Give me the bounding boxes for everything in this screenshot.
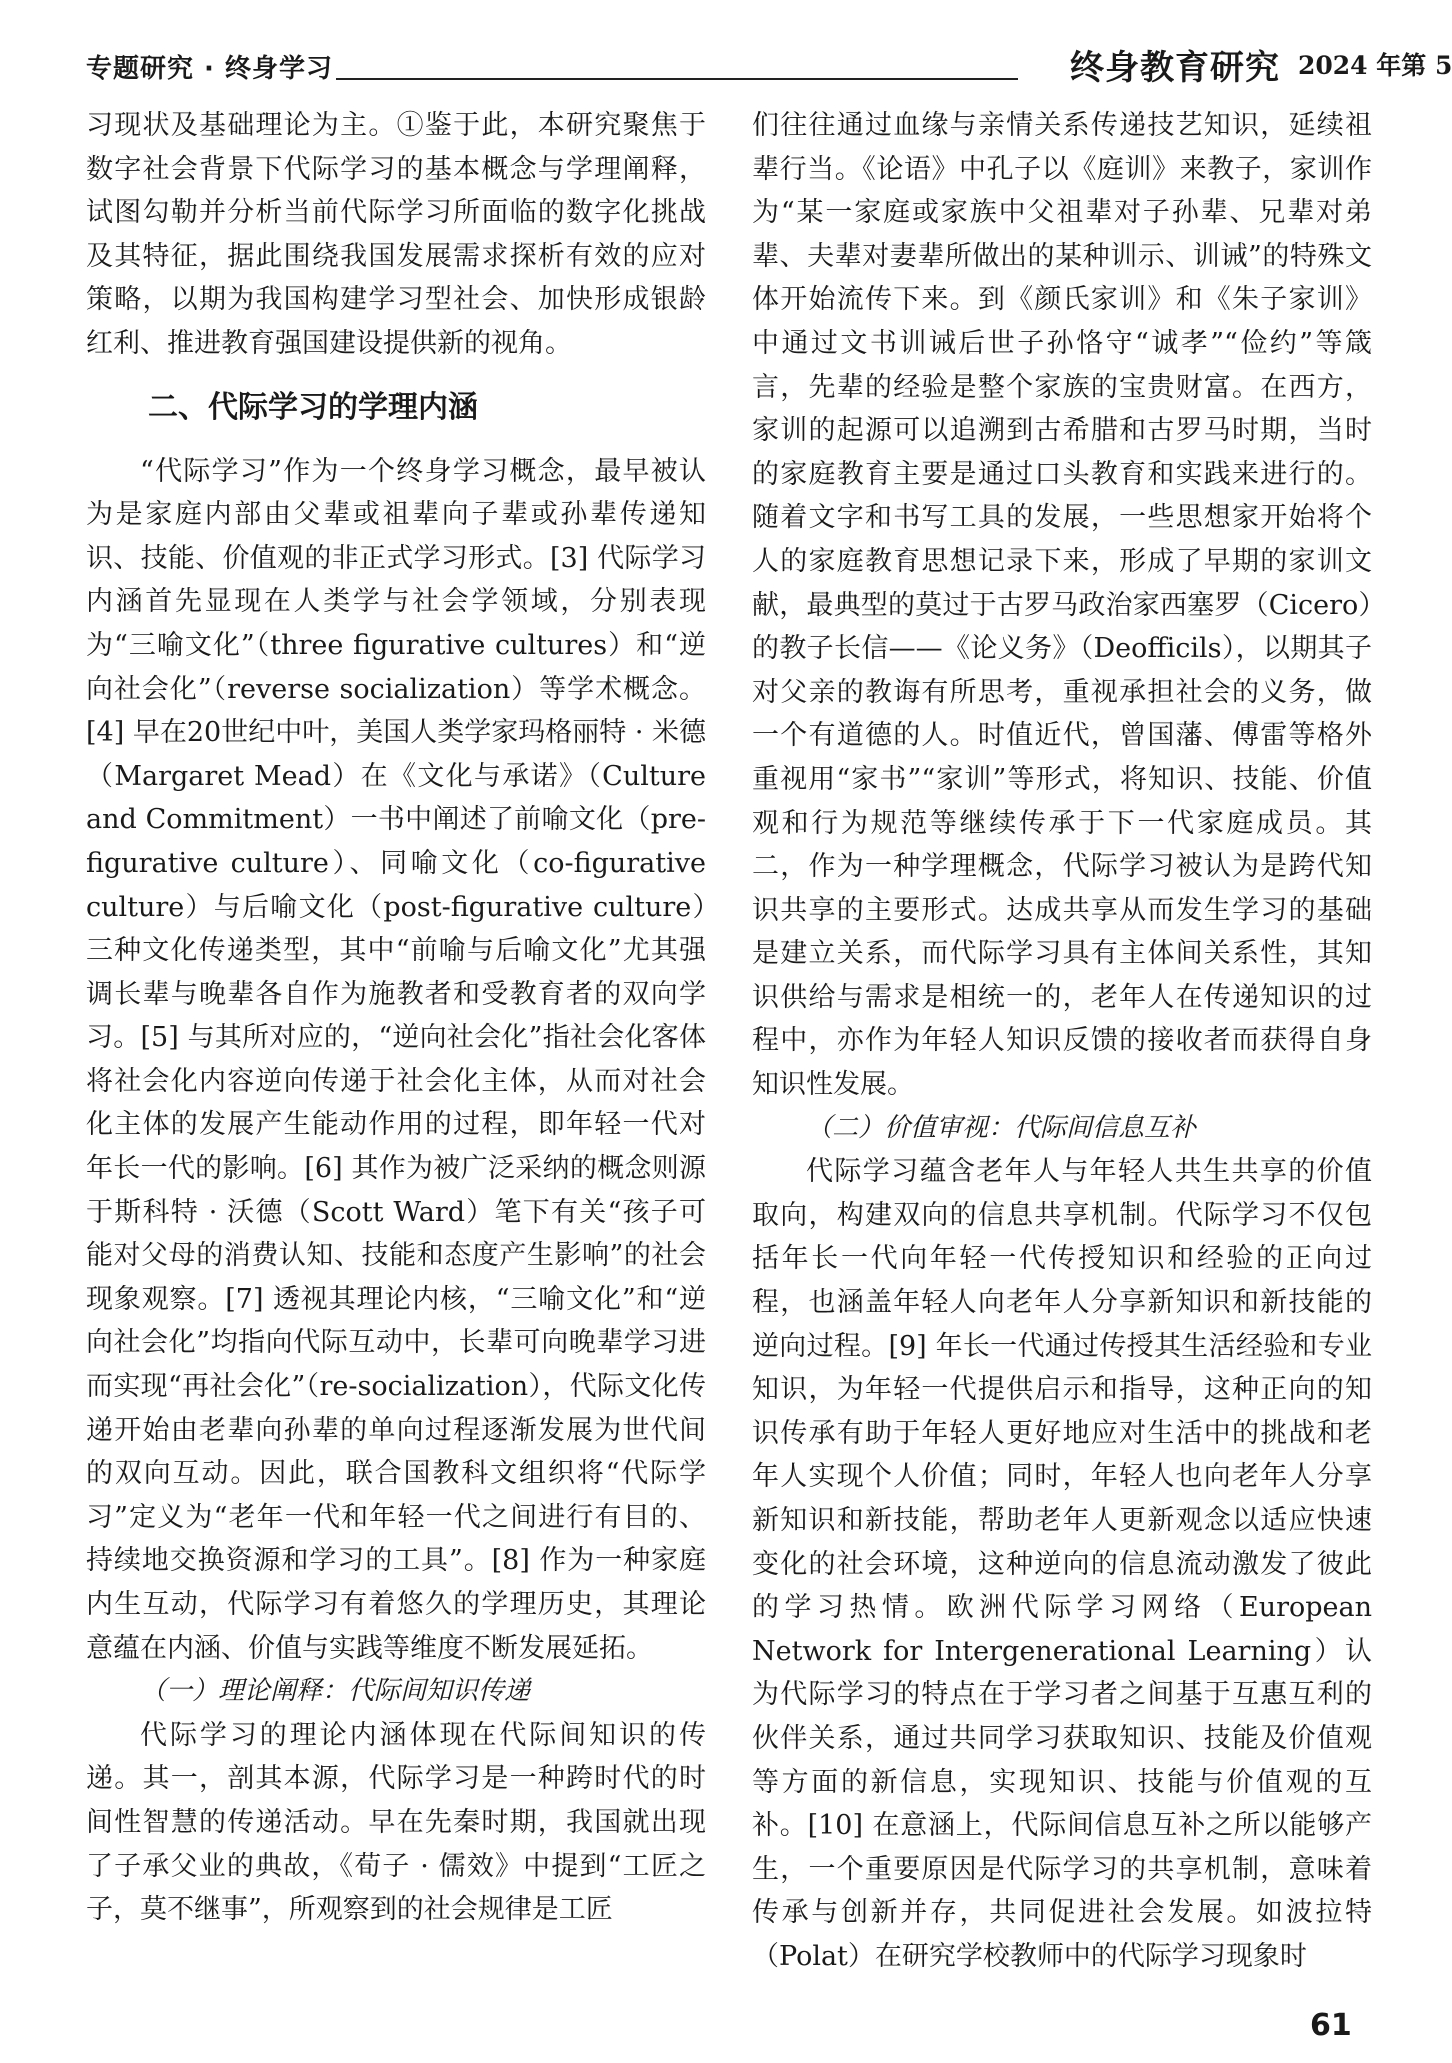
journal-title: 终身教育研究	[1070, 48, 1280, 88]
paragraph: 代际学习的理论内涵体现在代际间知识的传递。其一，剖其本源，代际学习是一种跨时代的时间性智慧的传递活动。早在先秦时期，我国就出现了子承父业的典故，《荀子 · 儒效》中提到“工匠之子，莫不继事”，所观察到的社会规律是工匠	[86, 1719, 706, 1926]
subsection-heading: （一）理论阐释：代际间知识传递	[140, 1676, 531, 1707]
subsection-heading: （二）价值审视：代际间信息互补	[806, 1112, 1197, 1143]
paragraph: “代际学习”作为一个终身学习概念，最早被认为是家庭内部由父辈或祖辈向子辈或孙辈传递知识、技能、价值观的非正式学习形式。[3] 代际学习内涵首先显现在人类学与社会学领域，分别表现为“三喻文化”（three figurative cultures）和“逆向社会化”（reverse socialization）等学术概念。[4] 早在20世纪中叶，美国人类学家玛格丽特 · 米德（Margaret Mead）在《文化与承诺》（Culture and Commitment）一书中阐述了前喻文化（pre-figurative culture）、同喻文化（co-figurative culture）与后喻文化（post-figurative culture）三种文化传递类型，其中“前喻与后喻文化”尤其强调长辈与晚辈各自作为施教者和受教育者的双向学习。[5] 与其所对应的，“逆向社会化”指社会化客体将社会化内容逆向传递于社会化主体，从而对社会化主体的发展产生能动作用的过程，即年轻一代对年长一代的影响。[6] 其作为被广泛采纳的概念则源于斯科特 · 沃德（Scott Ward）笔下有关“孩子可能对父母的消费认知、技能和态度产生影响”的社会现象观察。[7] 透视其理论内核，“三喻文化”和“逆向社会化”均指向代际互动中，长辈可向晚辈学习进而实现“再社会化”（re-socialization），代际文化传递开始由老辈向孙辈的单向过程逐渐发展为世代间的双向互动。因此，联合国教科文组织将“代际学习”定义为“老年一代和年轻一代之间进行有目的、持续地交换资源和学习的工具”。[8] 作为一种家庭内生互动，代际学习有着悠久的学理历史，其理论意蕴在内涵、价值与实践等维度不断发展延拓。	[86, 455, 706, 1664]
page-number: 61	[1310, 2008, 1352, 2043]
page-header	[0, 40, 1452, 90]
section-heading: 二、代际学习的学理内涵	[148, 389, 478, 425]
header-rule	[336, 78, 1018, 80]
paragraph: 代际学习蕴含老年人与年轻人共生共享的价值取向，构建双向的信息共享机制。代际学习不仅包括年长一代向年轻一代传授知识和经验的正向过程，也涵盖年轻人向老年人分享新知识和新技能的逆向过程。[9] 年长一代通过传授其生活经验和专业知识，为年轻一代提供启示和指导，这种正向的知识传承有助于年轻人更好地应对生活中的挑战和老年人实现个人价值；同时，年轻人也向老年人分享新知识和新技能，帮助老年人更新观念以适应快速变化的社会环境，这种逆向的信息流动激发了彼此的学习热情。欧洲代际学习网络（European Network for Intergenerational Learning）认为代际学习的特点在于学习者之间基于互惠互利的伙伴关系，通过共同学习获取知识、技能及价值观等方面的新信息，实现知识、技能与价值观的互补。[10] 在意涵上，代际间信息互补之所以能够产生，一个重要原因是代际学习的共享机制，意味着传承与创新并存，共同促进社会发展。如波拉特（Polat）在研究学校教师中的代际学习现象时	[752, 1156, 1372, 1972]
paragraph: 习现状及基础理论为主。①鉴于此，本研究聚焦于数字社会背景下代际学习的基本概念与学理阐释，试图勾勒并分析当前代际学习所面临的数字化挑战及其特征，据此围绕我国发展需求探析有效的应对策略，以期为我国构建学习型社会、加快形成银龄红利、推进教育强国建设提供新的视角。	[86, 110, 706, 359]
section-label: 专题研究 · 终身学习	[86, 54, 333, 84]
right-column	[752, 104, 1372, 1979]
left-column	[86, 104, 706, 1932]
paragraph: 们往往通过血缘与亲情关系传递技艺知识，延续祖辈行当。《论语》中孔子以《庭训》来教子，家训作为“某一家庭或家族中父祖辈对子孙辈、兄辈对弟辈、夫辈对妻辈所做出的某种训示、训诫”的特殊文体开始流传下来。到《颜氏家训》和《朱子家训》中通过文书训诫后世子孙恪守“诚孝”“俭约”等箴言，先辈的经验是整个家族的宝贵财富。在西方，家训的起源可以追溯到古希腊和古罗马时期，当时的家庭教育主要是通过口头教育和实践来进行的。随着文字和书写工具的发展，一些思想家开始将个人的家庭教育思想记录下来，形成了早期的家训文献，最典型的莫过于古罗马政治家西塞罗（Cicero）的教子长信——《论义务》（Deofficils），以期其子对父亲的教诲有所思考，重视承担社会的义务，做一个有道德的人。时值近代，曾国藩、傅雷等格外重视用“家书”“家训”等形式，将知识、技能、价值观和行为规范等继续传承于下一代家庭成员。其二，作为一种学理概念，代际学习被认为是跨代知识共享的主要形式。达成共享从而发生学习的基础是建立关系，而代际学习具有主体间关系性，其知识供给与需求是相统一的，老年人在传递知识的过程中，亦作为年轻人知识反馈的接收者而获得自身知识性发展。	[752, 110, 1372, 1101]
issue-label: 2024 年第 5	[1298, 51, 1452, 80]
